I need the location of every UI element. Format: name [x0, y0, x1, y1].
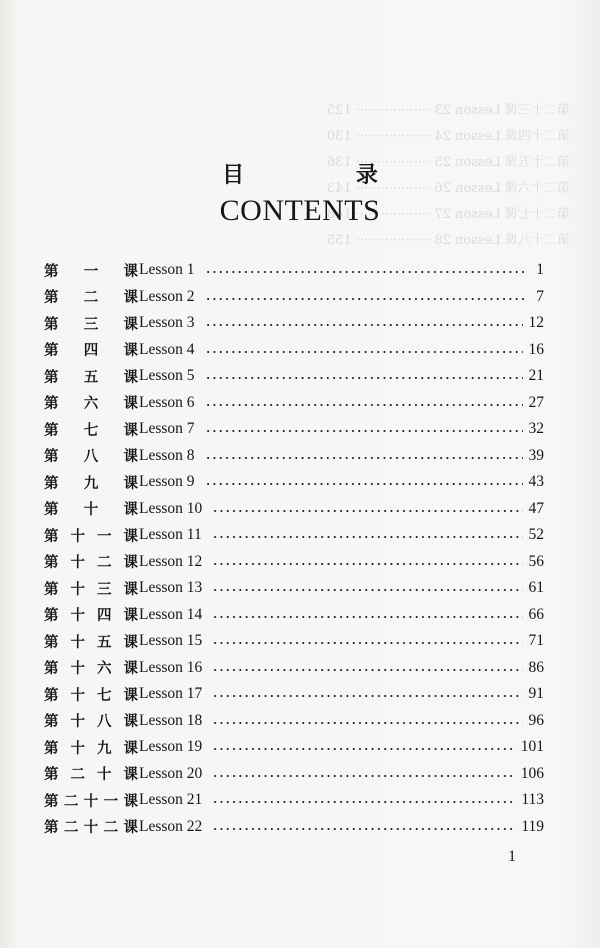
lesson-label-chinese: 第五课 [44, 369, 138, 386]
toc-entry[interactable] [44, 310, 544, 337]
dot-leader [205, 404, 523, 406]
toc-entry[interactable] [44, 363, 544, 390]
lesson-label-chinese: 第十七课 [44, 687, 138, 704]
toc-entry[interactable] [44, 628, 544, 655]
lesson-label-english: Lesson 4 [139, 340, 195, 358]
toc-entry[interactable] [44, 814, 544, 841]
entry-page-number: 43 [528, 473, 544, 491]
lesson-label-english: Lesson 7 [139, 420, 195, 438]
toc-entry[interactable] [44, 443, 544, 470]
toc-entry[interactable] [44, 390, 544, 417]
lesson-label-english: Lesson 10 [139, 499, 203, 517]
lesson-label-english: Lesson 1 [139, 261, 195, 279]
toc-entry[interactable] [44, 761, 544, 788]
entry-page-number: 21 [528, 367, 544, 385]
entry-page-number: 61 [528, 579, 544, 597]
dot-leader [212, 669, 522, 671]
toc-entry[interactable] [44, 257, 544, 284]
entry-page-number: 71 [528, 632, 544, 650]
lesson-label-english: Lesson 11 [139, 526, 202, 544]
lesson-label-english: Lesson 16 [139, 658, 203, 676]
entry-page-number: 96 [528, 711, 544, 729]
contents-title-chinese: 目 录 [222, 162, 430, 188]
dot-leader [212, 748, 514, 750]
toc-entry[interactable] [44, 575, 544, 602]
toc-entry[interactable] [44, 496, 544, 523]
entry-page-number: 27 [528, 393, 544, 411]
entry-page-number: 12 [528, 314, 544, 332]
toc-entry[interactable] [44, 337, 544, 364]
entry-page-number: 16 [528, 340, 544, 358]
dot-leader [212, 510, 522, 512]
toc-entry[interactable] [44, 469, 544, 496]
entry-page-number: 39 [528, 446, 544, 464]
dot-leader [205, 324, 523, 326]
lesson-label-chinese: 第十六课 [44, 661, 138, 678]
lesson-label-chinese: 第十八课 [44, 714, 138, 731]
reverse-side-bleed-through: 第二十三课 Lesson 23 ·················· 125 第二十四课 Lesson 24 ·················· 130 第二十五课 Lesson 25 ·················· 136 第二十六课 Lesson 26 ·················· 143 第二十七课 Lesson 27 ·················· 148 第二十八课 Lesson 28 ·················· 155 [326, 103, 570, 248]
lesson-label-english: Lesson 13 [139, 579, 203, 597]
lesson-label-english: Lesson 15 [139, 632, 203, 650]
dot-leader [212, 775, 514, 777]
entry-page-number: 1 [536, 261, 544, 279]
toc-entry[interactable] [44, 416, 544, 443]
dot-leader [205, 298, 524, 300]
toc-entry[interactable] [44, 522, 544, 549]
table-of-contents [44, 257, 544, 840]
dot-leader [212, 616, 522, 618]
lesson-label-english: Lesson 22 [139, 817, 203, 835]
lesson-label-chinese: 第九课 [44, 475, 138, 492]
lesson-label-chinese: 第二十一课 [44, 793, 138, 810]
lesson-label-chinese: 第二十课 [44, 767, 138, 784]
lesson-label-chinese: 第十五课 [44, 634, 138, 651]
lesson-label-english: Lesson 21 [139, 791, 203, 809]
dot-leader [212, 589, 522, 591]
lesson-label-english: Lesson 12 [139, 552, 203, 570]
lesson-label-english: Lesson 2 [139, 287, 195, 305]
lesson-label-chinese: 第十课 [44, 502, 138, 519]
toc-entry[interactable] [44, 681, 544, 708]
toc-entry[interactable] [44, 655, 544, 682]
lesson-label-english: Lesson 6 [139, 393, 195, 411]
dot-leader [212, 801, 515, 803]
toc-entry[interactable] [44, 284, 544, 311]
entry-page-number: 32 [528, 420, 544, 438]
lesson-label-chinese: 第十二课 [44, 555, 138, 572]
lesson-label-chinese: 第八课 [44, 449, 138, 466]
dot-leader [212, 828, 515, 830]
toc-entry[interactable] [44, 602, 544, 629]
toc-entry[interactable] [44, 708, 544, 735]
dot-leader [205, 351, 523, 353]
lesson-label-chinese: 第二十二课 [44, 820, 138, 837]
lesson-label-chinese: 第三课 [44, 316, 138, 333]
lesson-label-english: Lesson 3 [139, 314, 195, 332]
lesson-label-chinese: 第一课 [44, 263, 138, 280]
dot-leader [205, 483, 523, 485]
entry-page-number: 56 [528, 552, 544, 570]
lesson-label-chinese: 第十一课 [44, 528, 138, 545]
entry-page-number: 66 [528, 605, 544, 623]
contents-title-english: CONTENTS [219, 194, 381, 227]
entry-page-number: 106 [520, 764, 544, 782]
page-number: 1 [508, 848, 516, 865]
entry-page-number: 47 [528, 499, 544, 517]
lesson-label-chinese: 第二课 [44, 290, 138, 307]
lesson-label-chinese: 第四课 [44, 343, 138, 360]
toc-entry[interactable] [44, 787, 544, 814]
toc-entry[interactable] [44, 549, 544, 576]
lesson-label-chinese: 第十三课 [44, 581, 138, 598]
dot-leader [212, 722, 522, 724]
lesson-label-chinese: 第十九课 [44, 740, 138, 757]
lesson-label-chinese: 第七课 [44, 422, 138, 439]
dot-leader [212, 695, 522, 697]
entry-page-number: 119 [521, 817, 544, 835]
lesson-label-english: Lesson 8 [139, 446, 195, 464]
entry-page-number: 7 [536, 287, 544, 305]
entry-page-number: 86 [528, 658, 544, 676]
dot-leader [212, 536, 523, 538]
entry-page-number: 91 [528, 685, 544, 703]
entry-page-number: 101 [520, 738, 544, 756]
dot-leader [205, 271, 524, 273]
lesson-label-english: Lesson 20 [139, 764, 203, 782]
lesson-label-english: Lesson 18 [139, 711, 203, 729]
dot-leader [205, 430, 523, 432]
lesson-label-english: Lesson 14 [139, 605, 203, 623]
toc-entry[interactable] [44, 734, 544, 761]
lesson-label-english: Lesson 9 [139, 473, 195, 491]
lesson-label-english: Lesson 19 [139, 738, 203, 756]
lesson-label-chinese: 第十四课 [44, 608, 138, 625]
lesson-label-chinese: 第六课 [44, 396, 138, 413]
lesson-label-english: Lesson 5 [139, 367, 195, 385]
lesson-label-english: Lesson 17 [139, 685, 203, 703]
entry-page-number: 113 [521, 791, 544, 809]
dot-leader [205, 377, 523, 379]
dot-leader [205, 457, 523, 459]
entry-page-number: 52 [528, 526, 544, 544]
dot-leader [212, 642, 522, 644]
dot-leader [212, 563, 522, 565]
